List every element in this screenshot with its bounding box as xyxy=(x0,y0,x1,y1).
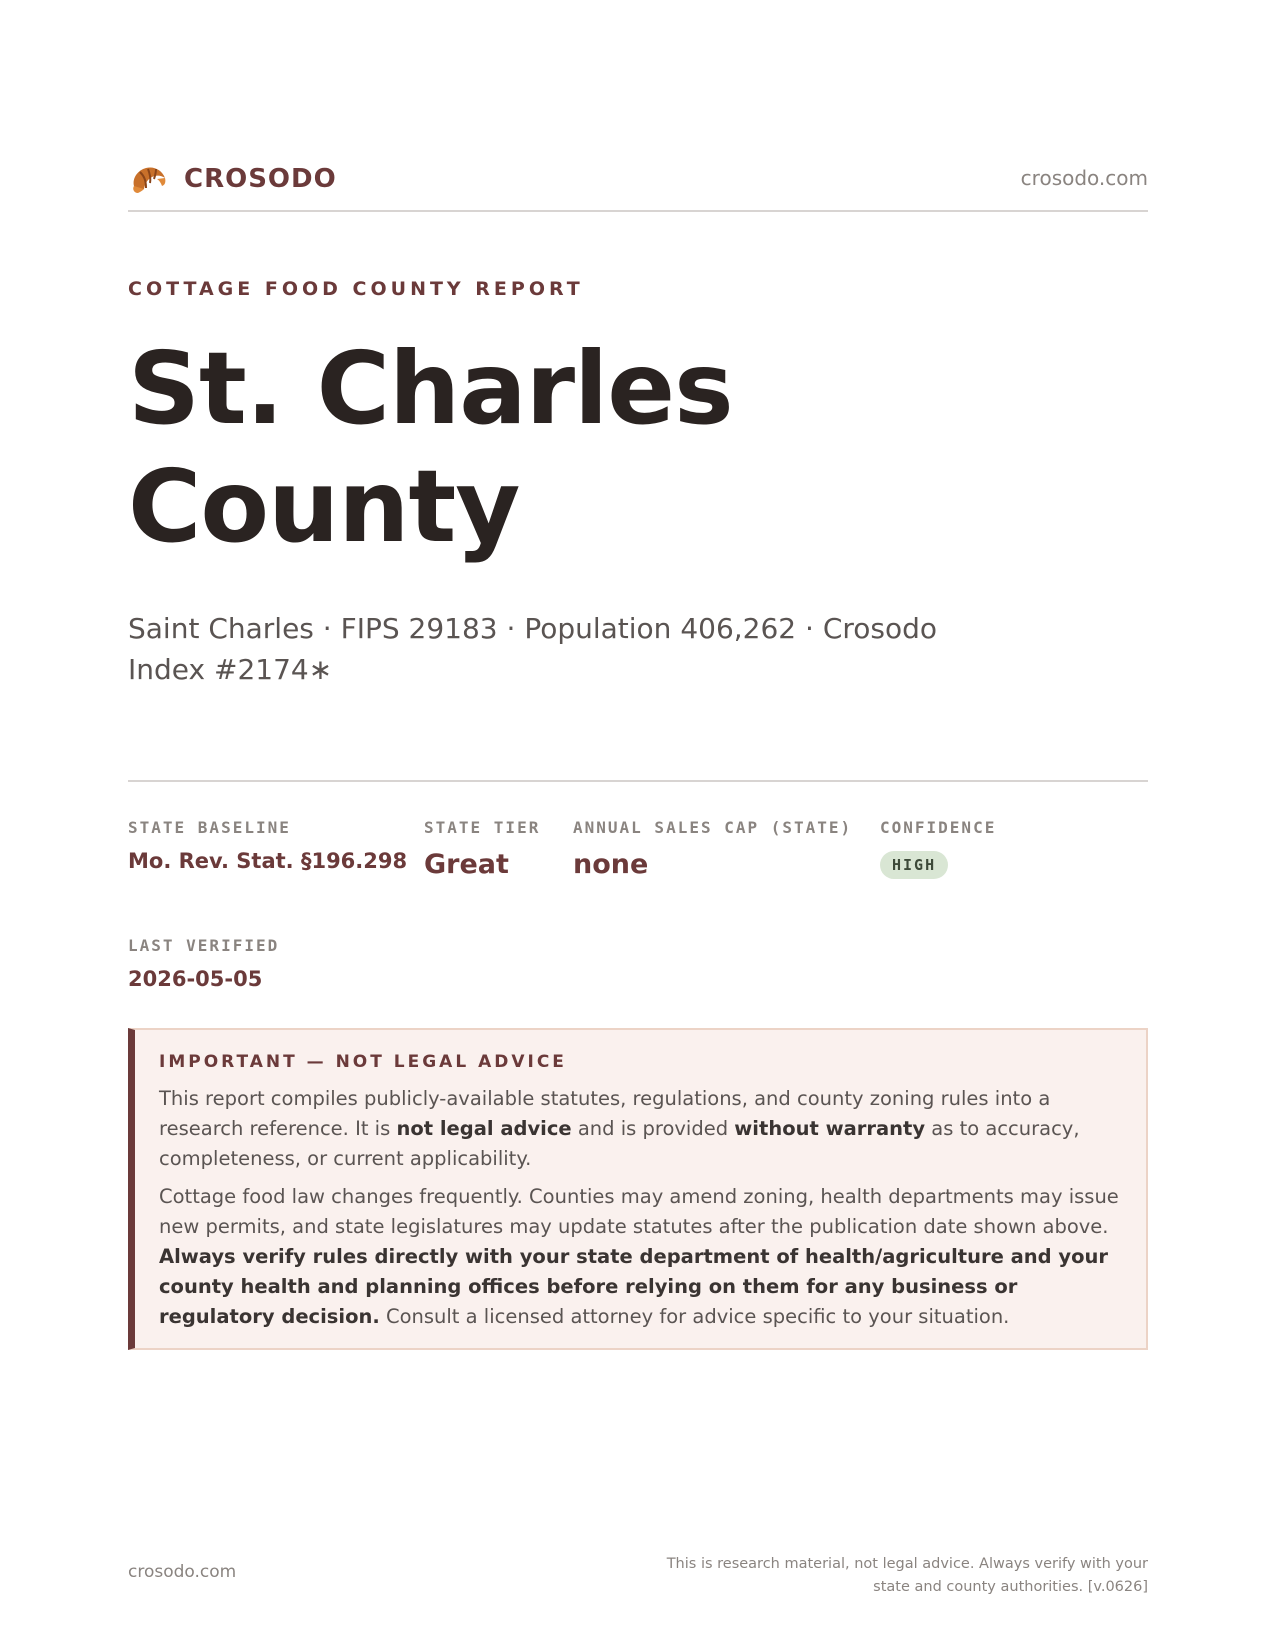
stat-last-verified xyxy=(128,936,279,991)
notice-paragraph xyxy=(159,1084,1122,1174)
county-summary xyxy=(128,608,958,690)
separator: · xyxy=(796,612,823,645)
separator: · xyxy=(497,612,525,645)
stat-state-baseline xyxy=(128,818,407,873)
stat-value: Mo. Rev. Stat. §196.298 xyxy=(128,849,408,873)
notice-title: IMPORTANT — NOT LEGAL ADVICE xyxy=(159,1052,567,1072)
report-page xyxy=(128,0,1148,1650)
header-site-link[interactable]: crosodo.com xyxy=(1020,166,1148,190)
notice-text: and is provided xyxy=(571,1117,735,1140)
stat-value: none xyxy=(573,849,649,880)
stat-label: STATE BASELINE xyxy=(128,818,291,837)
separator: · xyxy=(313,612,341,645)
notice-text: as to accuracy, completeness, or current applicability. xyxy=(159,1117,1080,1170)
brand-name: CROSODO xyxy=(184,164,337,194)
footer-site-link[interactable]: crosodo.com xyxy=(128,1562,237,1582)
crosodo-index: Crosodo Index #2174∗ xyxy=(128,612,938,686)
page-title: St. Charles County xyxy=(128,330,733,565)
population: Population 406,262 xyxy=(524,612,797,645)
footer-disclaimer: This is research material, not legal advice. Always verify with your state and county authorities. [v.0626] xyxy=(666,1556,1148,1595)
legal-notice xyxy=(128,1028,1148,1350)
stat-confidence xyxy=(880,818,996,879)
stat-state-tier xyxy=(424,818,540,880)
header-divider xyxy=(128,210,1148,212)
fips-code: FIPS 29183 xyxy=(340,612,498,645)
section-divider xyxy=(128,780,1148,782)
notice-text: This report compiles publicly-available statutes, regulations, and county zoning rules into a research reference. It is xyxy=(159,1087,1051,1140)
croissant-icon xyxy=(128,158,170,200)
notice-text: Consult a licensed attorney for advice specific to your situation. xyxy=(379,1305,1010,1328)
confidence-badge: HIGH xyxy=(880,851,948,879)
notice-emphasis: Always verify rules directly with your state department of health/agriculture and your county health and planning offices before relying on them for any business or regulatory decision. xyxy=(159,1245,1109,1328)
stat-label: LAST VERIFIED xyxy=(128,936,280,955)
stat-value: Great xyxy=(424,849,509,880)
page-header xyxy=(128,158,1148,210)
notice-emphasis: without warranty xyxy=(734,1117,926,1140)
brand[interactable] xyxy=(128,158,337,200)
notice-paragraph xyxy=(159,1182,1122,1332)
report-kicker: COTTAGE FOOD COUNTY REPORT xyxy=(128,278,584,300)
stat-label: CONFIDENCE xyxy=(880,818,997,837)
notice-text: Cottage food law changes frequently. Counties may amend zoning, health departments may issue new permits, and state legislatures may update statutes after the publication date shown above. xyxy=(159,1185,1119,1238)
notice-emphasis: not legal advice xyxy=(396,1117,572,1140)
stat-label: STATE TIER xyxy=(424,818,541,837)
stat-label: ANNUAL SALES CAP (STATE) xyxy=(573,818,853,837)
stat-value: 2026-05-05 xyxy=(128,967,263,991)
stat-sales-cap xyxy=(573,818,852,880)
place-name: Saint Charles xyxy=(128,612,314,645)
